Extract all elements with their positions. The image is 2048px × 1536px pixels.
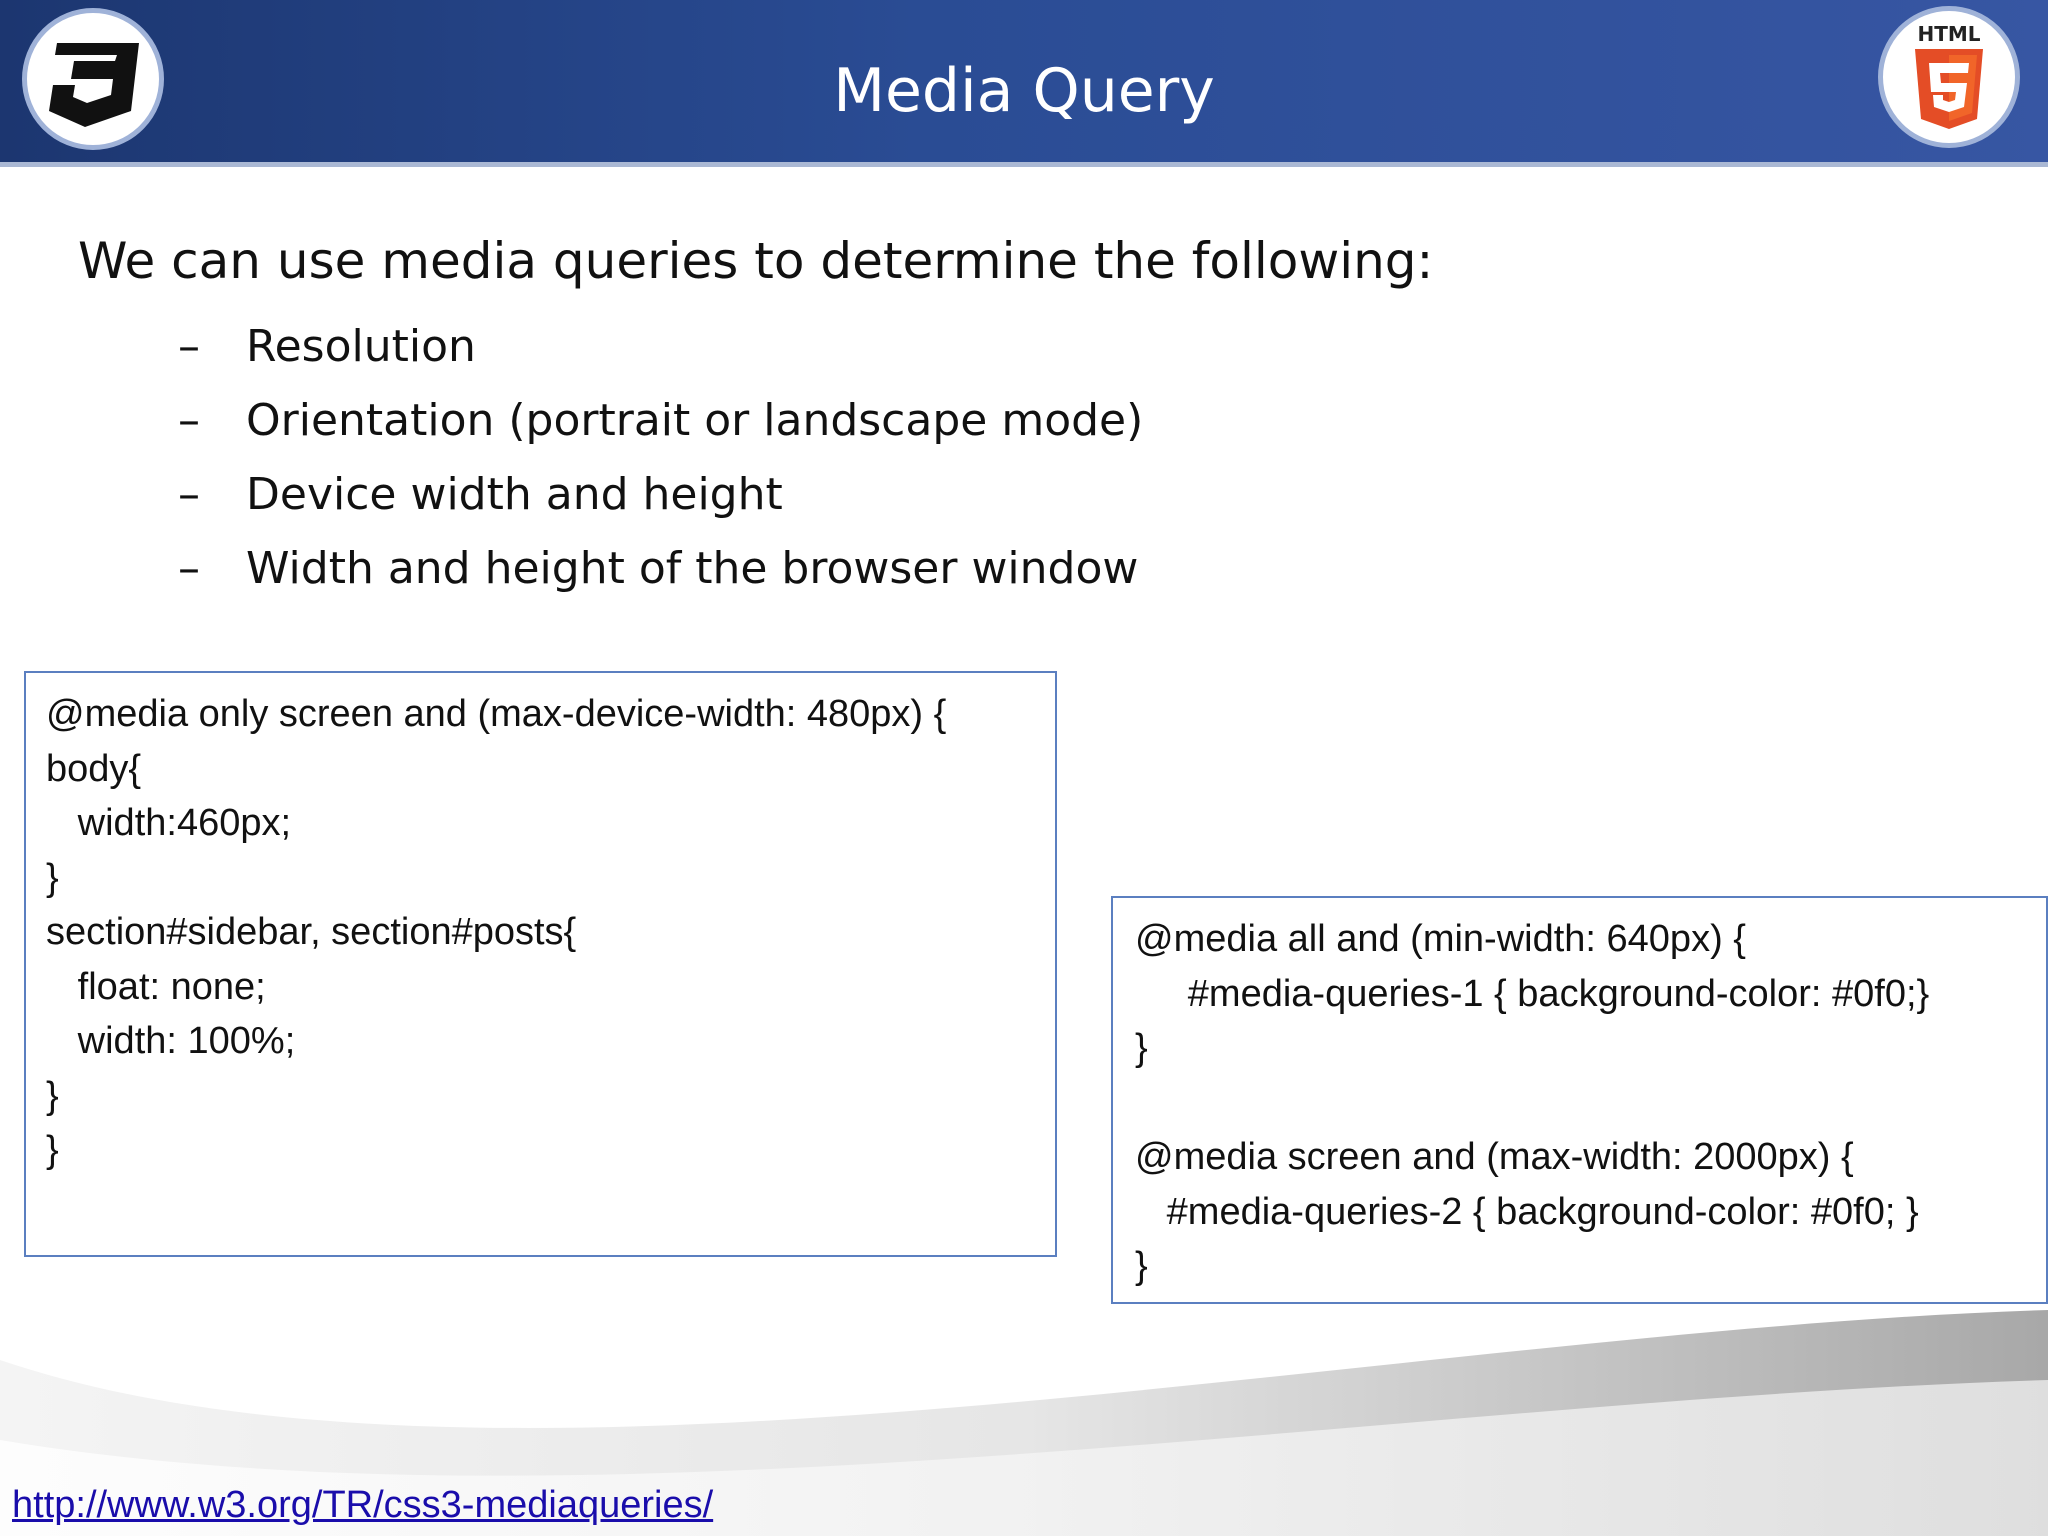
list-item [178, 458, 1143, 532]
list-item [178, 532, 1143, 606]
code-line: width: 100%; [46, 1020, 296, 1062]
html5-logo-label: HTML [1917, 22, 1981, 46]
code-line: } [46, 856, 59, 899]
code-line [1135, 1076, 2046, 1131]
list-item [178, 384, 1143, 458]
intro-text: We can use media queries to determine the following: [78, 232, 1434, 290]
code-line: } [46, 1074, 59, 1117]
code-line: @media screen and (max-width: 2000px) { [1135, 1136, 1854, 1178]
code-line: section#sidebar, section#posts{ [46, 911, 577, 953]
code-box-device-width [24, 671, 1057, 1257]
page-title: Media Query [833, 56, 1215, 126]
code-box-min-max-width [1111, 896, 2048, 1304]
bullet-text: Resolution [246, 321, 476, 372]
code-line: @media only screen and (max-device-width: 480px) { [46, 693, 947, 735]
html5-logo-icon [1878, 6, 2020, 148]
code-line: #media-queries-1 { background-color: #0f0;} [1135, 972, 1930, 1015]
bullet-list [178, 310, 1143, 606]
bullet-dash: – [178, 469, 200, 520]
css3-logo-icon [22, 8, 164, 150]
bullet-text: Orientation (portrait or landscape mode) [246, 395, 1144, 446]
list-item [178, 310, 1143, 384]
bullet-dash: – [178, 395, 200, 446]
code-line: float: none; [46, 965, 266, 1008]
code-line: } [1135, 1245, 1148, 1287]
code-line: } [46, 1129, 59, 1171]
header-bar [0, 0, 2048, 167]
code-line: } [1135, 1027, 1148, 1069]
code-line: #media-queries-2 { background-color: #0f0; } [1135, 1190, 1919, 1233]
bullet-text: Device width and height [246, 469, 783, 520]
code-line: body{ [46, 747, 142, 790]
bullet-dash: – [178, 543, 200, 594]
code-line: @media all and (min-width: 640px) { [1135, 918, 1746, 960]
reference-link[interactable]: http://www.w3.org/TR/css3-mediaqueries/ [12, 1484, 714, 1526]
bullet-dash: – [178, 321, 200, 372]
code-line: width:460px; [46, 802, 292, 844]
bullet-text: Width and height of the browser window [246, 543, 1139, 594]
